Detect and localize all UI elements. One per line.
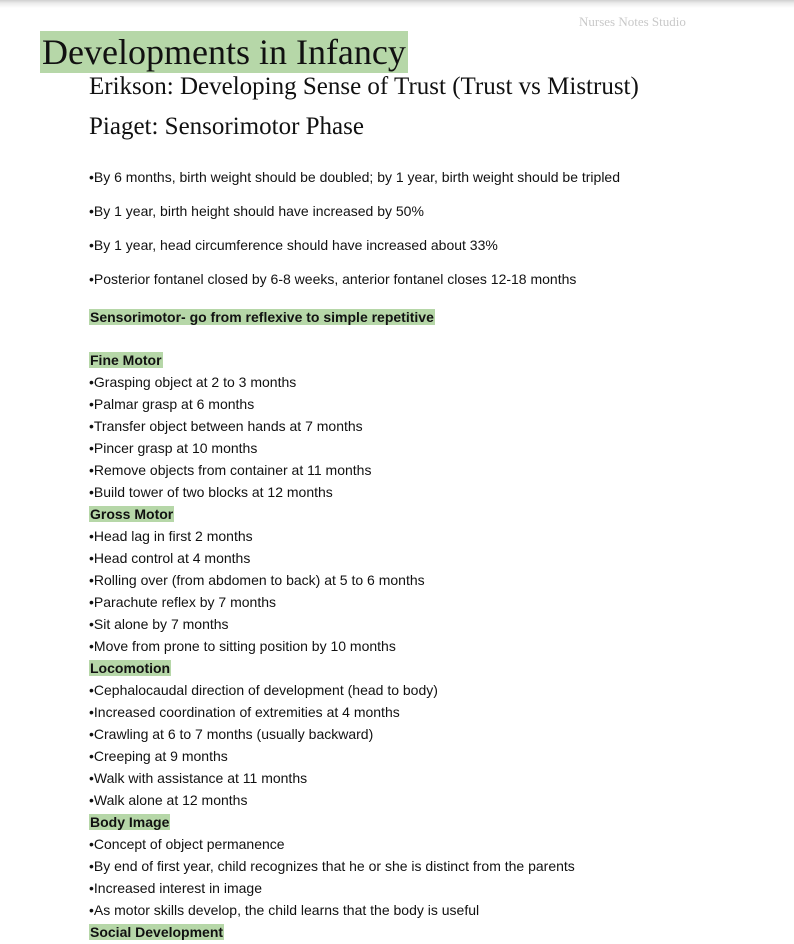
list-item: •Remove objects from container at 11 months [89, 462, 372, 478]
subtitle-piaget: Piaget: Sensorimotor Phase [89, 113, 364, 140]
section-body-image [89, 812, 575, 922]
watermark: Nurses Notes Studio [579, 14, 686, 29]
section-fine-motor [89, 350, 575, 504]
list-item: •Parachute reflex by 7 months [89, 594, 276, 610]
page-top-edge [0, 0, 794, 8]
list-item: •As motor skills develop, the child learns that the body is useful [89, 902, 480, 918]
list-item: •Cephalocaudal direction of development (head to body) [89, 682, 438, 698]
list-item: •Sit alone by 7 months [89, 616, 229, 632]
list-item: •Walk alone at 12 months [89, 792, 248, 808]
list-item: •Walk with assistance at 11 months [89, 770, 308, 786]
list-item: •Creeping at 9 months [89, 748, 228, 764]
page-title: Developments in Infancy [42, 32, 406, 72]
subtitle-erikson: Erikson: Developing Sense of Trust (Trust vs Mistrust) [89, 73, 639, 100]
list-item: •Grasping object at 2 to 3 months [89, 374, 297, 390]
section-heading: Fine Motor [90, 352, 162, 368]
list-item: •Increased coordination of extremities at 4 months [89, 704, 400, 720]
section-heading: Social Development [90, 924, 224, 940]
list-item: •Rolling over (from abdomen to back) at 5 to 6 months [89, 572, 425, 588]
section-social-development [89, 922, 575, 944]
list-item: •Transfer object between hands at 7 months [89, 418, 363, 434]
list-item: •Build tower of two blocks at 12 months [89, 484, 333, 500]
section-locomotion [89, 658, 575, 812]
list-item: •Concept of object permanence [89, 836, 285, 852]
section-item-list [89, 526, 575, 658]
list-item: •By end of first year, child recognizes that he or she is distinct from the parents [89, 858, 575, 874]
section-item-list [89, 680, 575, 812]
list-item: •Palmar grasp at 6 months [89, 396, 255, 412]
list-item: •Increased interest in image [89, 880, 262, 896]
section-heading: Gross Motor [90, 506, 174, 522]
intro-bullet-list [89, 167, 620, 303]
list-item: •Pincer grasp at 10 months [89, 440, 258, 456]
section-item-list [89, 372, 575, 504]
intro-bullet: •Posterior fontanel closed by 6-8 weeks, anterior fontanel closes 12-18 months [89, 271, 577, 287]
intro-bullet: •By 1 year, head circumference should have increased about 33% [89, 237, 498, 253]
list-item: •Head control at 4 months [89, 550, 251, 566]
section-heading: Locomotion [90, 660, 171, 676]
sensorimotor-heading-row [89, 307, 435, 327]
section-heading: Body Image [90, 814, 170, 830]
section-item-list [89, 834, 575, 922]
intro-bullet: •By 6 months, birth weight should be doubled; by 1 year, birth weight should be tripled [89, 169, 621, 185]
list-item: •Head lag in first 2 months [89, 528, 253, 544]
list-item: •Crawling at 6 to 7 months (usually backward) [89, 726, 374, 742]
milestone-sections [89, 350, 575, 944]
list-item: •Move from prone to sitting position by 10 months [89, 638, 396, 654]
section-gross-motor [89, 504, 575, 658]
sensorimotor-heading: Sensorimotor- go from reflexive to simple repetitive [90, 309, 434, 325]
intro-bullet: •By 1 year, birth height should have increased by 50% [89, 203, 424, 219]
